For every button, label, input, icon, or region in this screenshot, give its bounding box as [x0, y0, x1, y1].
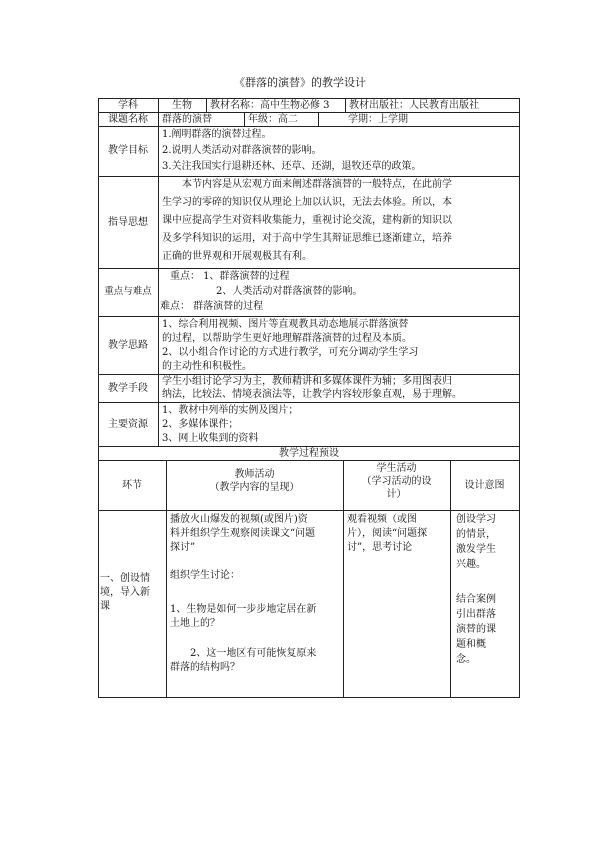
keypoint-line: 难点： 群落演替的过程 [160, 301, 264, 312]
approach-line: 1、综合利用视频、图片等直观教具动态地展示群落演替 [162, 319, 409, 330]
publisher: 教材出版社：人民教育出版社 [349, 100, 479, 111]
methods-line: 纳法，比较法、情境表演法等，让教学内容较形象直观，易于理解。 [162, 389, 462, 400]
teacher-line: 2、这一地区有可能恢复原来 [190, 648, 317, 659]
step-line: 课 [100, 601, 110, 612]
table-line [98, 98, 99, 698]
table-line [318, 112, 319, 126]
guiding-line: 及多学科知识的运用，对于高中学生其辩证思维已逐渐建立，培养 [162, 233, 452, 244]
intent-line: 题和概 [456, 639, 486, 650]
table-line [450, 460, 451, 698]
guiding-line: 本节内容是从宏观方面来阐述群落演替的一般特点，在此前学 [182, 179, 452, 190]
table-line [98, 697, 520, 698]
keypoint-line: 2、人类活动对群落演替的影响。 [216, 286, 363, 297]
intent-line: 引出群落 [456, 609, 496, 620]
col-student-sub: 计） [386, 489, 407, 500]
teacher-line: 播放火山爆发的视频(或图片)资 [170, 514, 308, 525]
step-line: 一、创设情 [100, 573, 150, 584]
teacher-line: 群落的结构吗？ [170, 662, 240, 673]
textbook-name: 教材名称：高中生物必修 3 [210, 100, 330, 111]
intent-line: 演替的课 [456, 624, 496, 635]
approach-line: 的主动性和积极性。 [162, 361, 252, 372]
table-line [98, 402, 520, 403]
resources-label: 主要资源 [108, 419, 148, 430]
col-step: 环节 [122, 480, 142, 491]
approach-label: 教学思路 [108, 340, 148, 351]
semester: 学期：上学期 [348, 114, 408, 125]
guiding-line: 生学习的零碎的知识仅从理论上加以认识，无法去体验。所以，本 [162, 197, 452, 208]
goals-label: 教学目标 [108, 145, 148, 156]
keypoint-line: 重点： 1、群落演替的过程 [170, 271, 290, 282]
methods-line: 学生小组讨论学习为主，教师精讲和多媒体课件为辅；多用图表归 [162, 376, 452, 387]
intent-line: 念。 [456, 654, 476, 665]
table-line [98, 268, 520, 269]
teacher-line: 探讨” [170, 542, 196, 553]
resource-line: 1、教材中列举的实例及图片； [162, 405, 299, 416]
goal-line: 1.阐明群落的演替过程。 [162, 129, 272, 140]
table-line [98, 510, 520, 511]
table-line [244, 112, 245, 126]
col-teacher: 教师活动 [234, 469, 275, 480]
intent-line: 结合案例 [456, 594, 496, 605]
guiding-line: 课中应提高学生对资料收集能力，重视讨论交流，建构新的知识以 [162, 215, 452, 226]
goal-line: 3.关注我国实行退耕还林、还草、还湖，退牧还草的政策。 [162, 161, 422, 172]
resource-line: 3、网上收集到的资料 [162, 433, 259, 444]
guiding-label: 指导思想 [108, 217, 148, 228]
table-line [166, 460, 167, 698]
teacher-line: 1、生物是如何一步步地定居在新 [170, 604, 317, 615]
table-line [519, 98, 520, 698]
table-line [98, 316, 520, 317]
col-student-sub: （学习活动的设 [361, 476, 432, 487]
topic-value: 群落的演替 [162, 114, 212, 125]
table-line [206, 98, 207, 112]
teacher-line: 土地上的？ [170, 618, 220, 629]
student-line: 观看视频（或图 [347, 514, 417, 525]
intent-line: 创设学习 [456, 514, 496, 525]
table-line [345, 98, 346, 112]
process-heading: 教学过程预设 [279, 448, 339, 459]
teacher-line: 料并组织学生观察阅读课文“问题 [170, 528, 316, 539]
col-teacher-sub: （教学内容的呈现） [209, 482, 300, 493]
approach-line: 的过程，以帮助学生更好地理解群落演替的过程及本质。 [162, 333, 412, 344]
subject-label: 学科 [118, 100, 138, 111]
goal-line: 2.说明人类活动对群落演替的影响。 [162, 145, 322, 156]
approach-line: 2、以小组合作讨论的方式进行教学，可充分调动学生学习 [162, 347, 419, 358]
methods-label: 教学手段 [108, 383, 148, 394]
col-student: 学生活动 [376, 463, 417, 474]
table-line [98, 176, 520, 177]
grade: 年级：高二 [248, 114, 298, 125]
student-line: 片），阅读“问题探 [347, 528, 428, 539]
student-line: 讨”，思考讨论 [347, 542, 413, 553]
table-line [158, 98, 159, 446]
teacher-line: 组织学生讨论： [170, 570, 240, 581]
intent-line: 的情景， [456, 529, 496, 540]
document-title: 《群落的演替》的教学设计 [234, 76, 366, 89]
subject-value: 生物 [172, 100, 192, 111]
keypoints-label: 重点与难点 [104, 286, 152, 297]
topic-label: 课题名称 [108, 114, 148, 125]
step-line: 境，导入新 [100, 587, 150, 598]
intent-line: 兴趣。 [456, 559, 486, 570]
lesson-plan-table [98, 98, 520, 698]
intent-line: 激发学生 [456, 544, 496, 555]
resource-line: 2、多媒体课件； [162, 419, 239, 430]
guiding-line: 正确的世界观和开展观极其有利。 [162, 251, 312, 262]
col-intent: 设计意图 [464, 480, 505, 491]
